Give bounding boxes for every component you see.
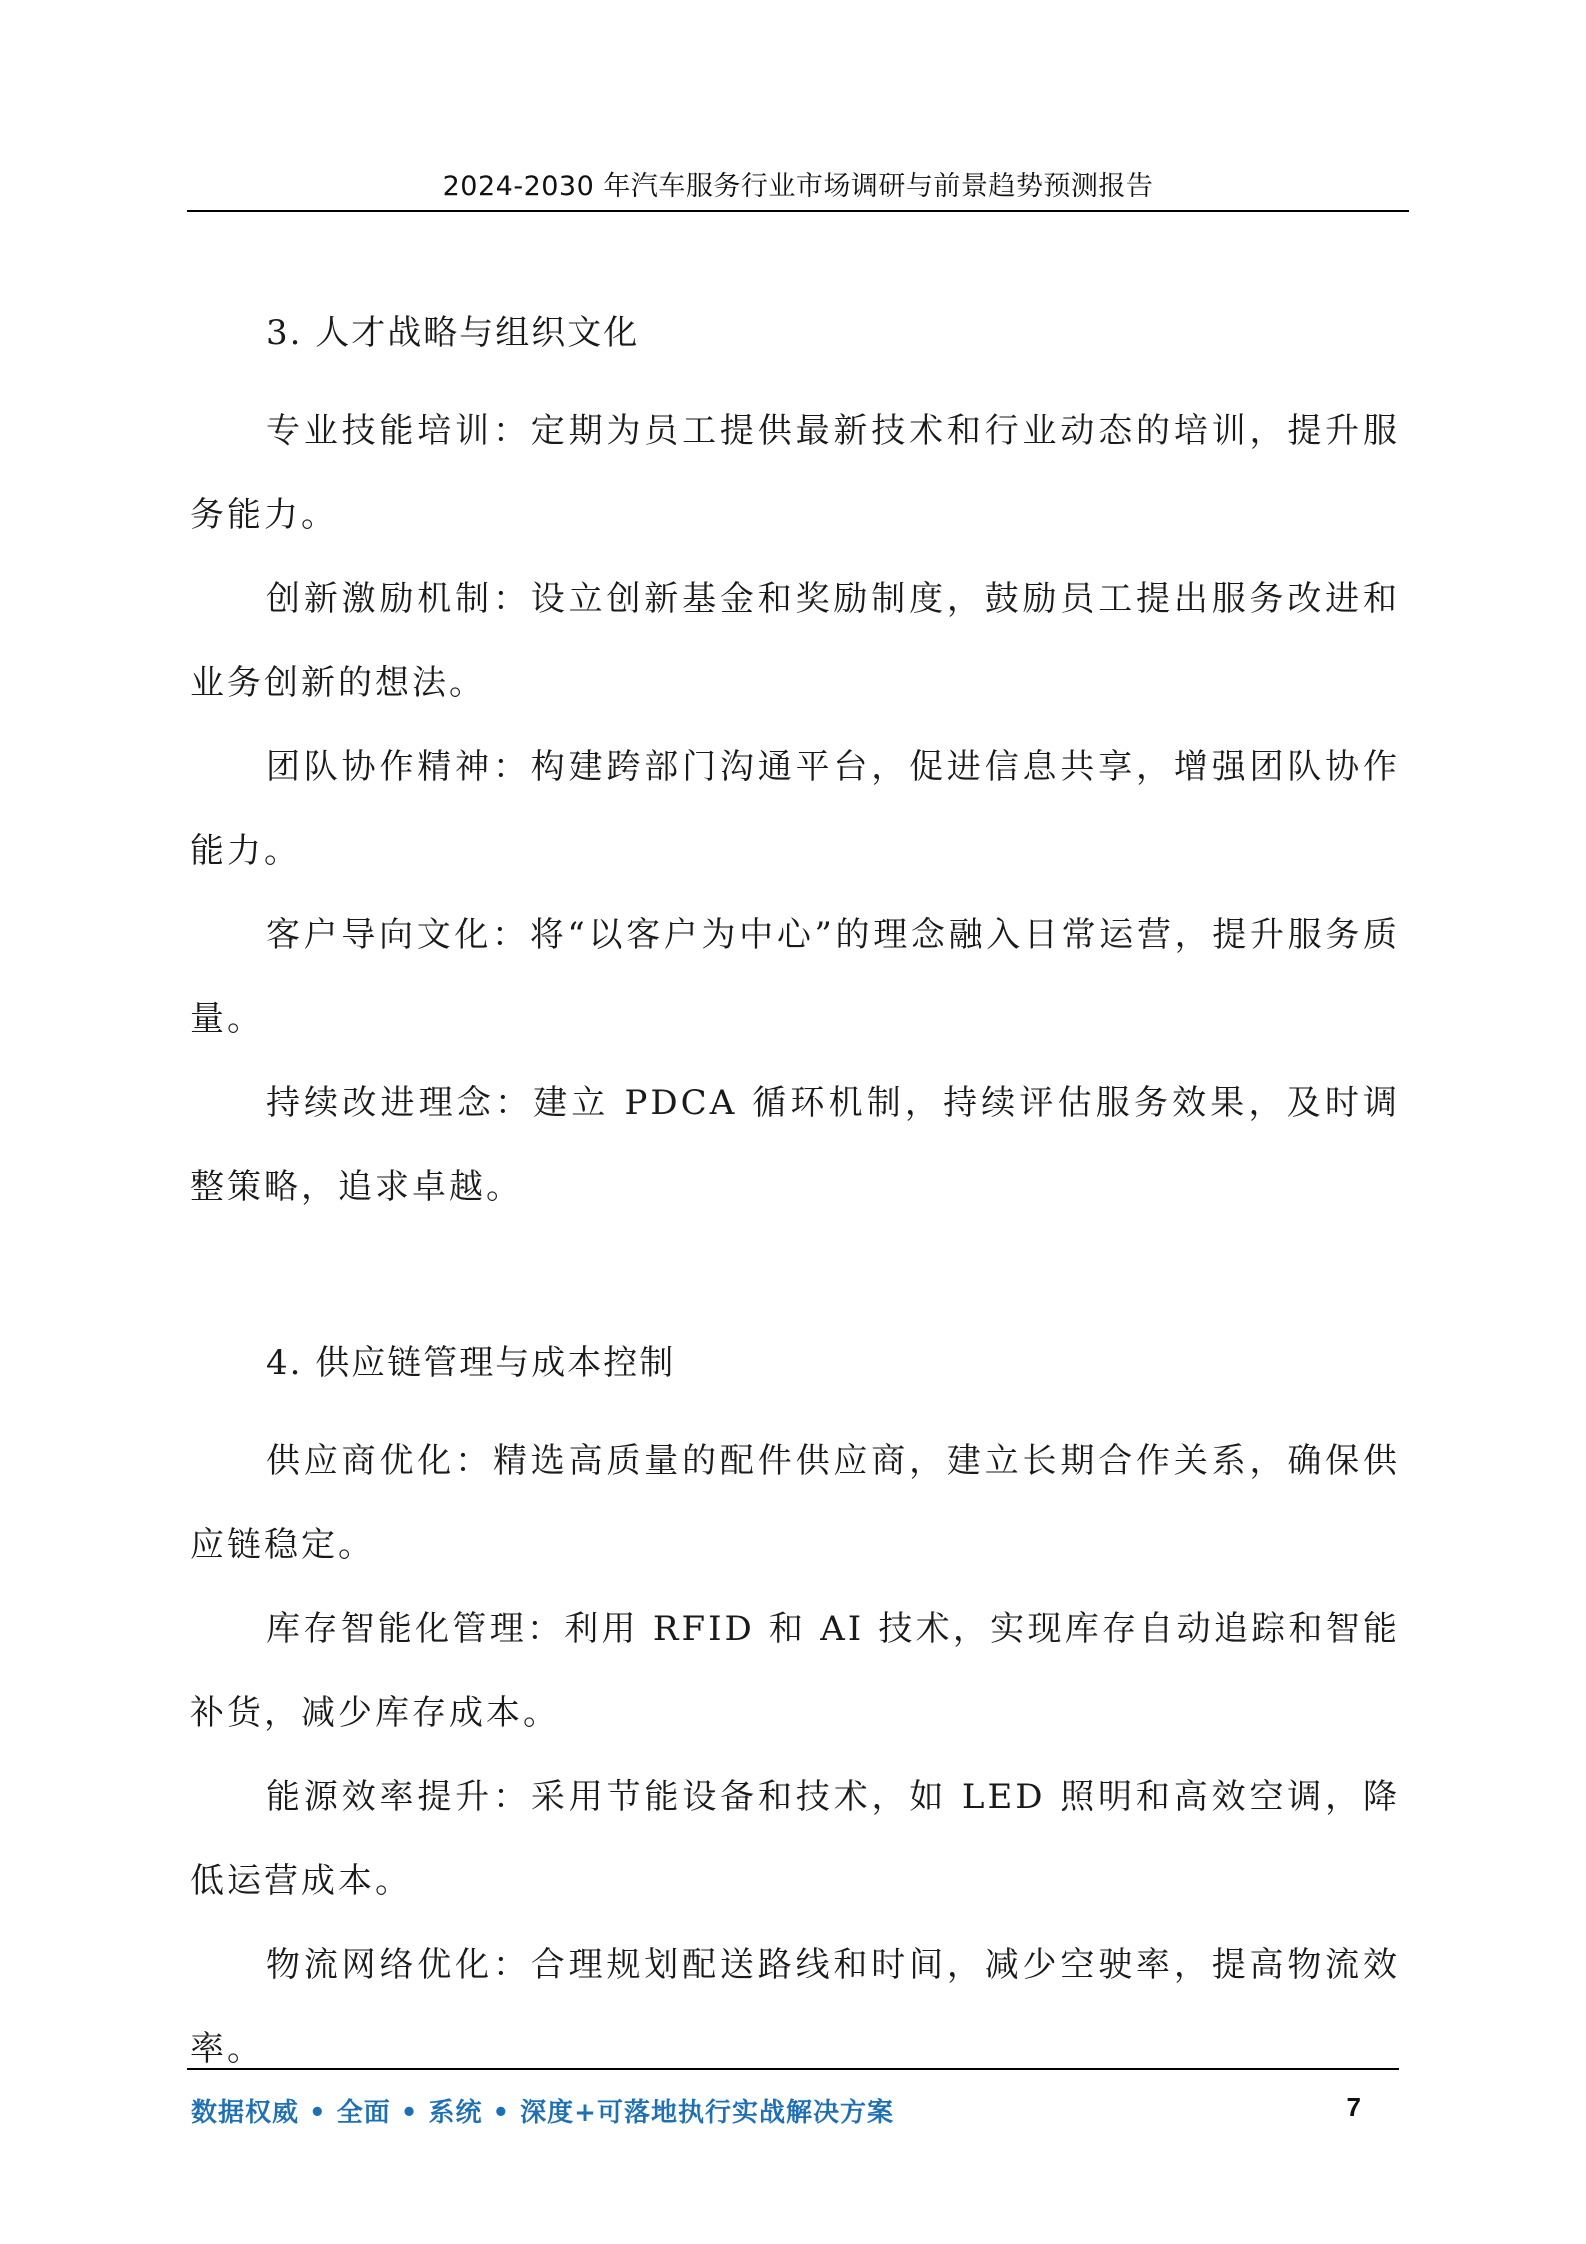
paragraph: 供应商优化：精选高质量的配件供应商，建立长期合作关系，确保供应链稳定。	[190, 1441, 1400, 1565]
section-spacer	[190, 1229, 1400, 1335]
section-supply-chain	[190, 1335, 1400, 2091]
section-talent-strategy	[190, 305, 1400, 1229]
page-footer	[187, 2068, 1399, 2150]
paragraph: 能源效率提升：采用节能设备和技术，如 LED 照明和高效空调，降低运营成本。	[190, 1777, 1400, 1901]
paragraph: 持续改进理念：建立 PDCA 循环机制，持续评估服务效果，及时调整策略，追求卓越。	[190, 1083, 1400, 1207]
page-body	[190, 305, 1400, 2091]
paragraph: 团队协作精神：构建跨部门沟通平台，促进信息共享，增强团队协作能力。	[190, 747, 1400, 871]
paragraph: 客户导向文化：将“以客户为中心”的理念融入日常运营，提升服务质量。	[190, 915, 1400, 1039]
report-title: 2024-2030 年汽车服务行业市场调研与前景趋势预测报告	[442, 171, 1154, 202]
paragraph: 专业技能培训：定期为员工提供最新技术和行业动态的培训，提升服务能力。	[190, 411, 1400, 535]
footer-slogan: 数据权威 • 全面 • 系统 • 深度+可落地执行实战解决方案	[191, 2098, 894, 2128]
section-heading: 4. 供应链管理与成本控制	[266, 1343, 676, 1383]
paragraph: 物流网络优化：合理规划配送路线和时间，减少空驶率，提高物流效率。	[190, 1945, 1400, 2069]
page-number: 7	[1346, 2092, 1361, 2122]
page-header	[187, 160, 1409, 212]
paragraph: 创新激励机制：设立创新基金和奖励制度，鼓励员工提出服务改进和业务创新的想法。	[190, 579, 1400, 703]
section-heading: 3. 人才战略与组织文化	[266, 313, 640, 353]
paragraph: 库存智能化管理：利用 RFID 和 AI 技术，实现库存自动追踪和智能补货，减少库存成本。	[190, 1609, 1400, 1733]
